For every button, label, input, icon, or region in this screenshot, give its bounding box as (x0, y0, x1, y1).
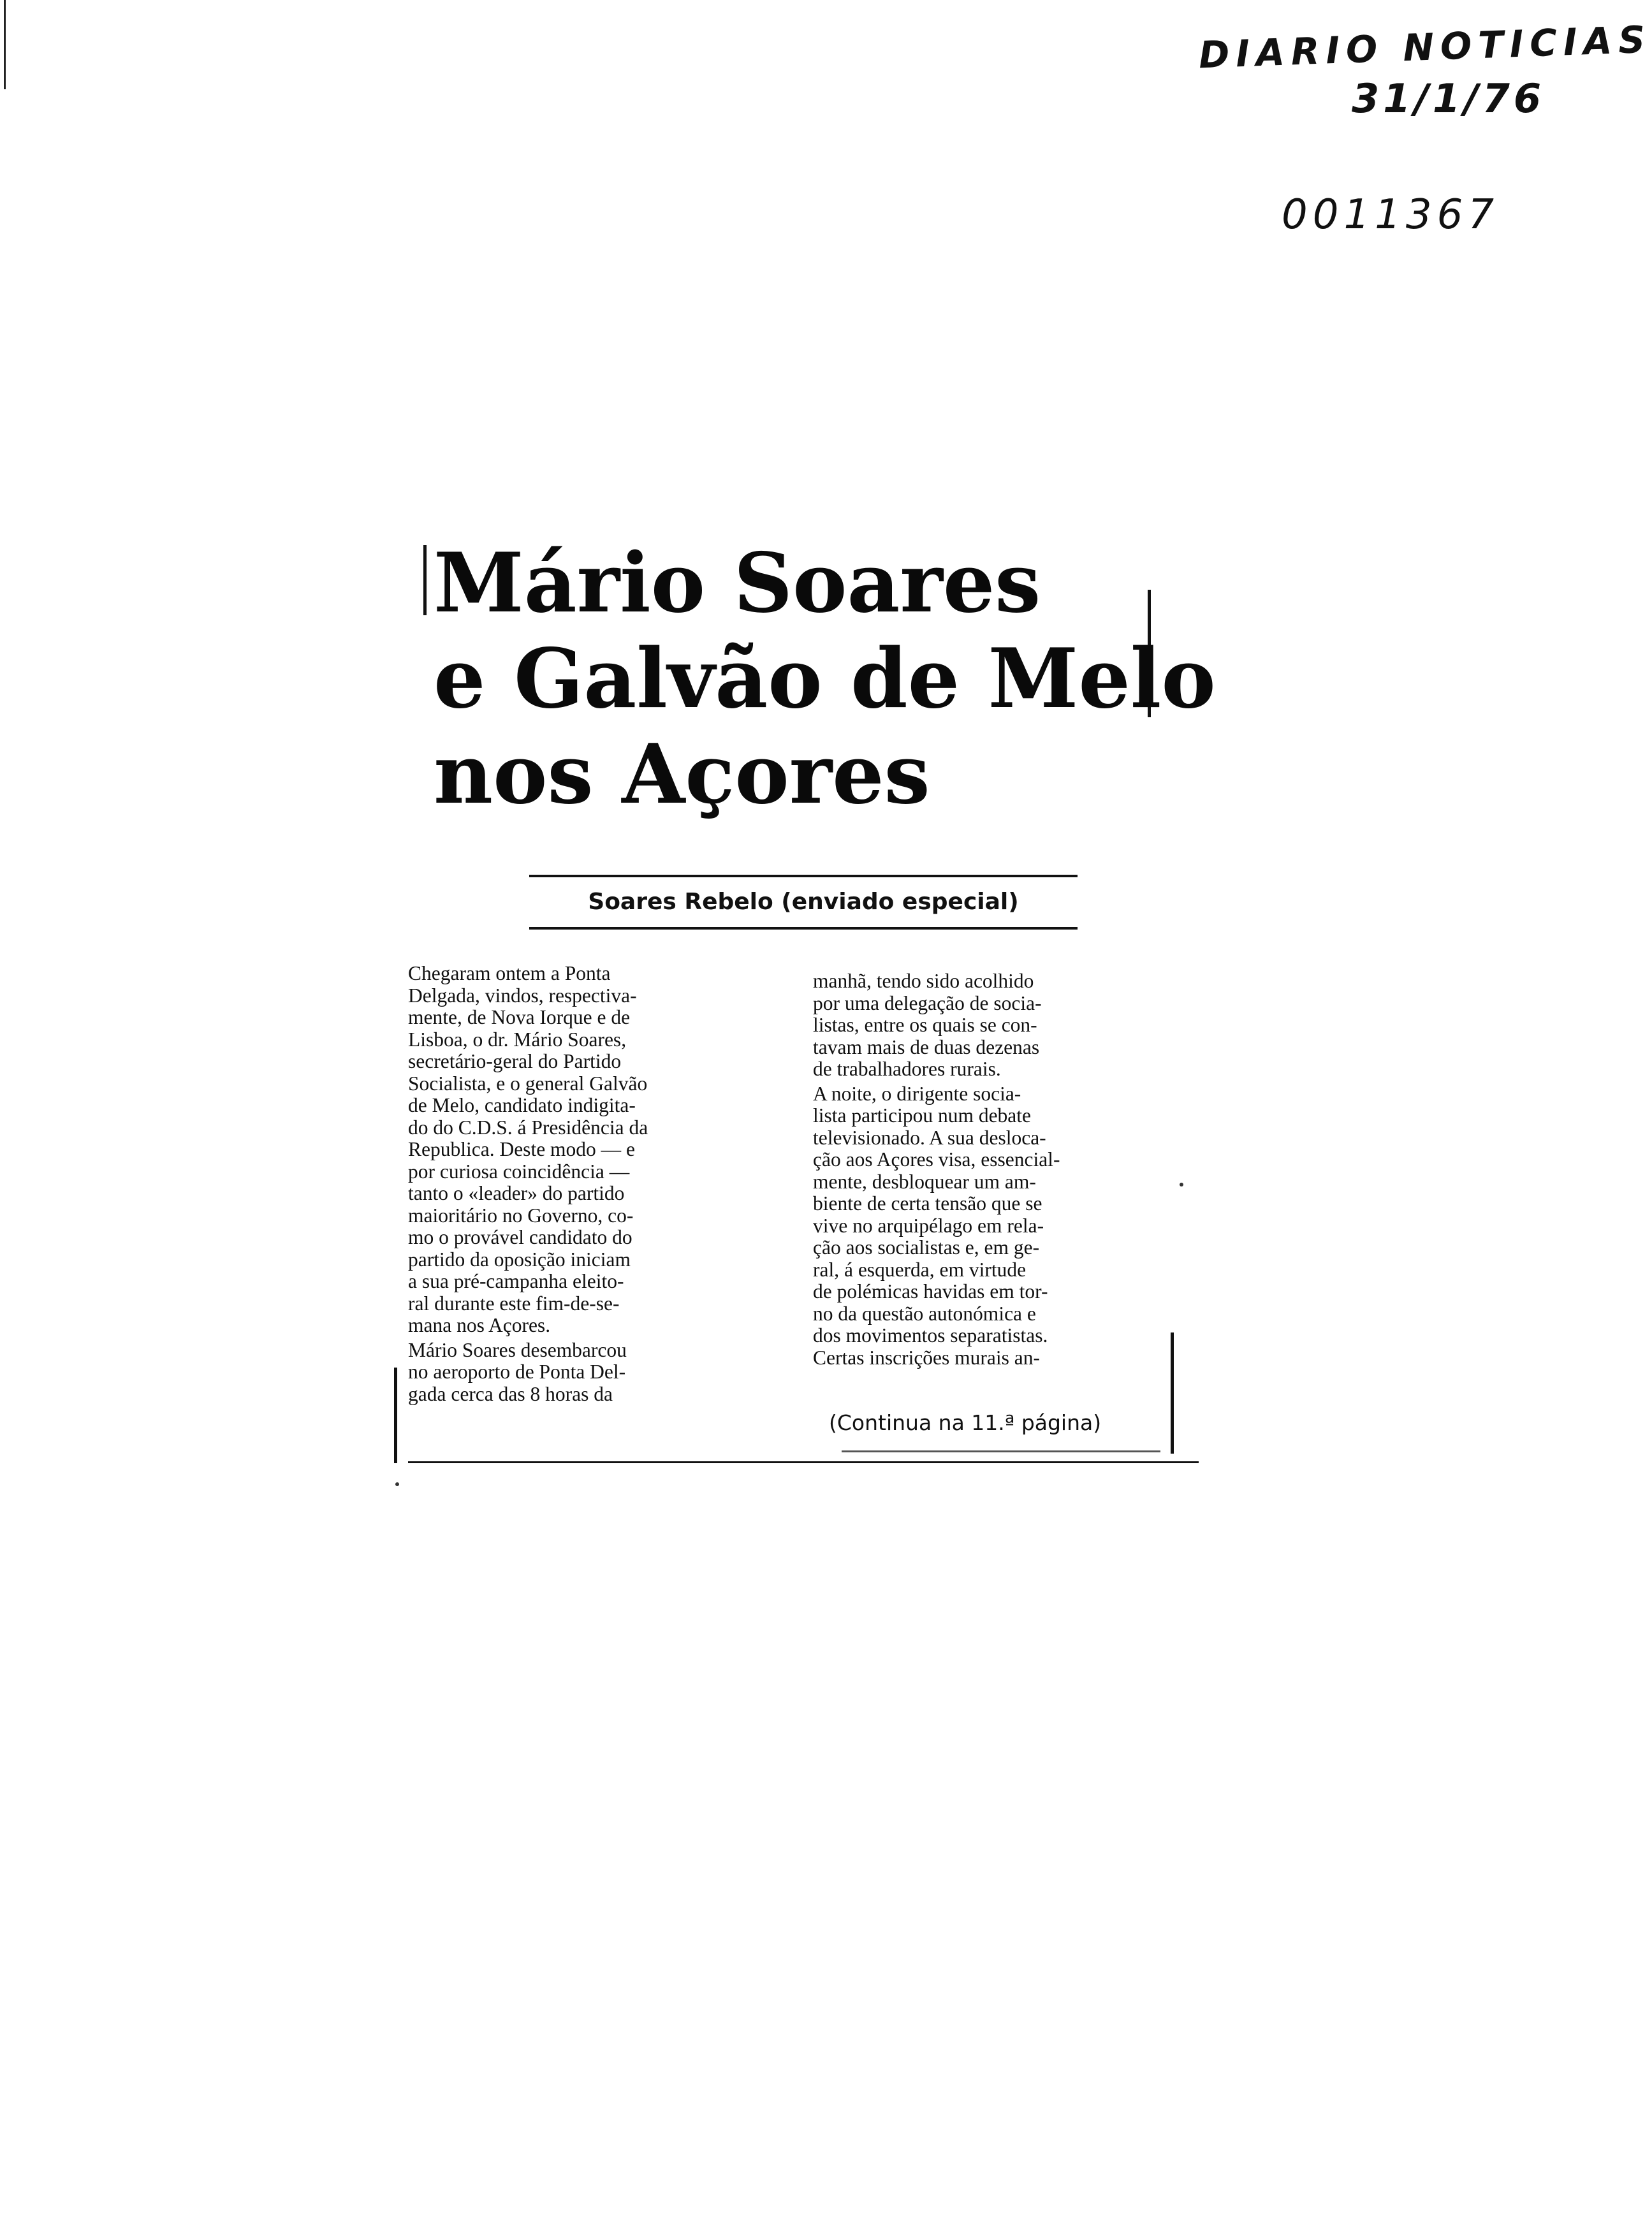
article-paragraph (408, 963, 778, 1337)
article-text-line: Socialista, e o general Galvão (408, 1072, 648, 1095)
article-text-line: de polémicas havidas em tor- (813, 1280, 1048, 1303)
handwritten-source-note: DIARIO NOTICIAS (1198, 17, 1652, 77)
article-text-line: mente, de Nova Iorque e de (408, 1006, 631, 1028)
article-text-line: de Melo, candidato indigita- (408, 1094, 636, 1116)
article-text-line: Republica. Deste modo — e (408, 1138, 636, 1160)
handwritten-archive-number: 0011367 (1282, 191, 1500, 238)
article-text-line: secretário-geral do Partido (408, 1050, 622, 1072)
article-paragraph (813, 1083, 1170, 1369)
clip-underline (842, 1450, 1160, 1452)
article-text-line: A noite, o dirigente socia- (813, 1082, 1021, 1105)
article-text-line: maioritário no Governo, co- (408, 1204, 634, 1227)
byline-rule-top (529, 875, 1078, 877)
article-paragraph (408, 1340, 778, 1406)
article-text-line: mente, desbloquear um am- (813, 1170, 1036, 1193)
article-text-line: por curiosa coincidência — (408, 1160, 630, 1183)
article-text-line: lista participou num debate (813, 1104, 1032, 1127)
article-text-line: no da questão autonómica e (813, 1302, 1036, 1325)
article-column-right (813, 970, 1170, 1369)
speck (395, 1482, 399, 1486)
article-paragraph (813, 970, 1170, 1081)
article-text-line: tavam mais de duas dezenas (813, 1035, 1040, 1058)
article-text-line: biente de certa tensão que se (813, 1192, 1042, 1215)
article-column-left (408, 963, 778, 1405)
article-byline: Soares Rebelo (enviado especial) (588, 889, 1019, 915)
article-text-line: gada cerca das 8 horas da (408, 1382, 613, 1405)
article-text-line: vive no arquipélago em rela- (813, 1214, 1044, 1237)
article-text-line: Certas inscrições murais an- (813, 1346, 1041, 1369)
article-text-line: no aeroporto de Ponta Del- (408, 1361, 626, 1383)
clip-mark-right (1171, 1332, 1174, 1454)
headline-line-2: e Galvão de Melo (434, 631, 1216, 727)
article-text-line: mo o provável candidato do (408, 1226, 632, 1248)
article-text-line: ção aos socialistas e, em ge- (813, 1236, 1040, 1259)
scan-edge-mark (4, 0, 6, 89)
speck (1180, 1183, 1183, 1186)
headline-clip-mark-left (423, 545, 427, 615)
clip-bottom-rule (408, 1461, 1199, 1463)
article-text-line: televisionado. A sua desloca- (813, 1126, 1046, 1149)
byline-rule-bottom (529, 927, 1078, 930)
article-text-line: ral durante este fim-de-se- (408, 1292, 620, 1315)
article-text-line: ção aos Açores visa, essencial- (813, 1148, 1060, 1171)
article-text-line: Mário Soares desembarcou (408, 1338, 627, 1361)
clip-mark-left (394, 1368, 397, 1463)
article-text-line: do do C.D.S. á Presidência da (408, 1116, 648, 1139)
handwritten-date-note: 31/1/76 (1352, 75, 1545, 122)
article-text-line: mana nos Açores. (408, 1314, 551, 1336)
article-text-line: a sua pré-campanha eleito- (408, 1270, 624, 1292)
article-text-line: Chegaram ontem a Ponta (408, 962, 611, 984)
article-text-line: partido da oposição iniciam (408, 1248, 631, 1271)
article-text-line: tanto o «leader» do partido (408, 1182, 625, 1204)
article-headline (434, 536, 1216, 822)
article-text-line: por uma delegação de socia- (813, 991, 1042, 1014)
headline-line-3: nos Açores (434, 727, 930, 822)
article-text-line: de trabalhadores rurais. (813, 1058, 1001, 1080)
article-text-line: manhã, tendo sido acolhido (813, 970, 1034, 992)
article-text-line: listas, entre os quais se con- (813, 1014, 1037, 1036)
headline-line-1: Mário Soares (434, 536, 1041, 631)
article-text-line: Delgada, vindos, respectiva- (408, 984, 637, 1007)
continuation-note: (Continua na 11.ª página) (829, 1410, 1102, 1435)
article-text-line: ral, á esquerda, em virtude (813, 1258, 1027, 1281)
article-text-line: dos movimentos separatistas. (813, 1324, 1048, 1347)
article-text-line: Lisboa, o dr. Mário Soares, (408, 1028, 627, 1051)
